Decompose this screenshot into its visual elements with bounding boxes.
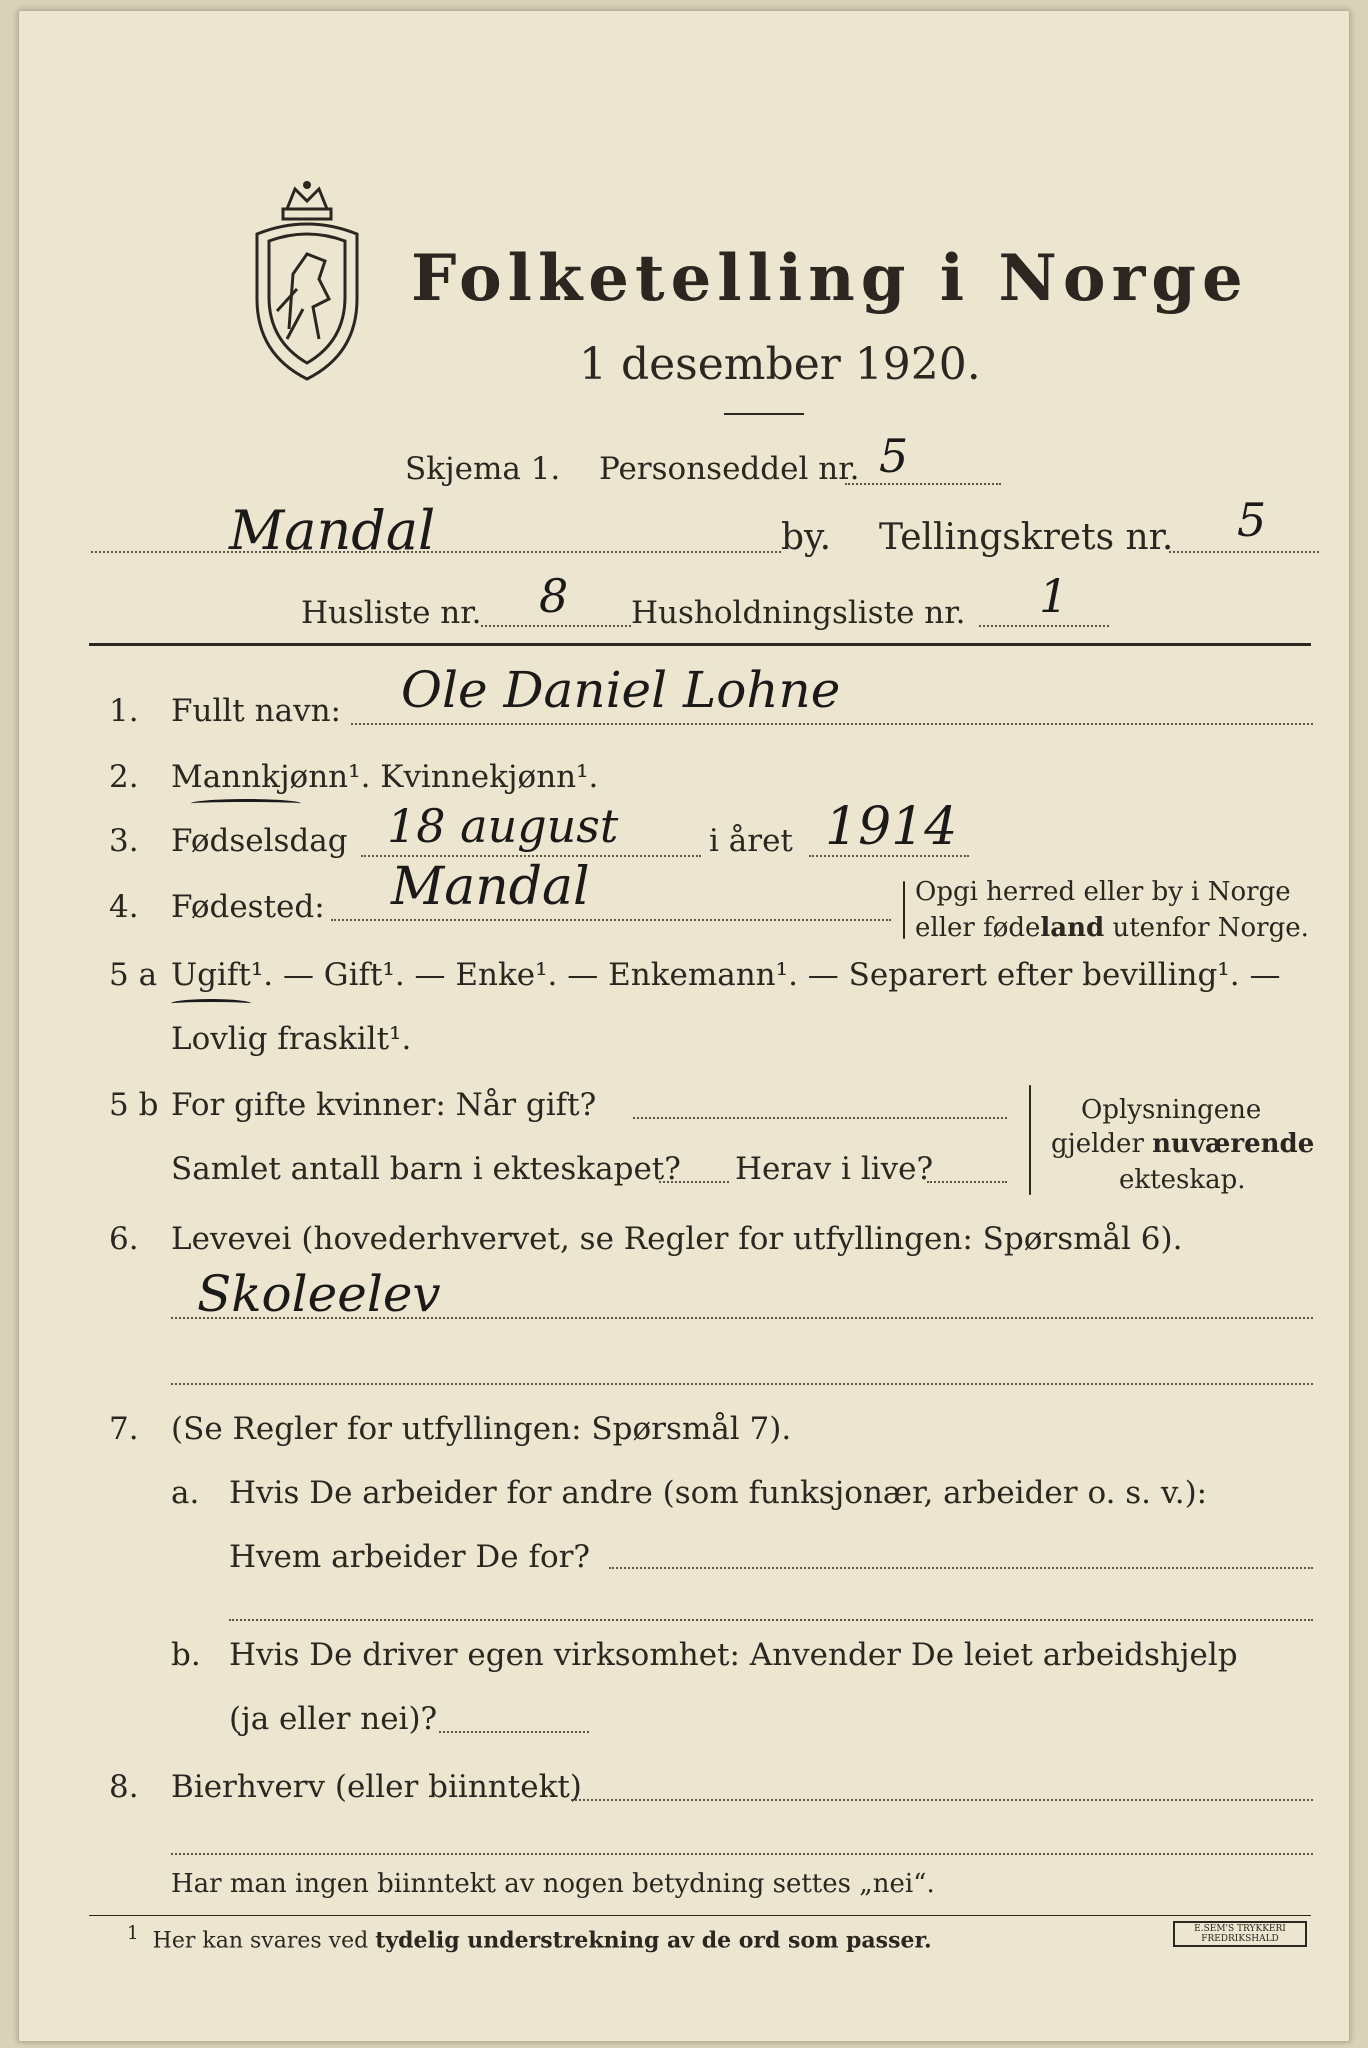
q5a-line1: Ugift¹. — Gift¹. — Enke¹. — Enkemann¹. — Separert efter bevilling¹. — (171, 957, 1281, 993)
q6-line2 (171, 1383, 1313, 1385)
q7a-line1: Hvis De arbeider for andre (som funksjonær, arbeider o. s. v.): (229, 1475, 1208, 1511)
q4-note-line2: eller fødeland utenfor Norge. (915, 913, 1309, 943)
q3-year-label: i året (709, 823, 793, 859)
q6-label: Levevei (hovederhvervet, se Regler for utfyllingen: Spørsmål 6). (171, 1221, 1183, 1257)
census-form (18, 10, 1350, 2042)
q5a-number: 5 a (109, 957, 158, 993)
q6-number: 6. (109, 1221, 139, 1257)
q5b-note-line3: ekteskap. (1119, 1165, 1246, 1195)
husholdning-value: 1 (1039, 569, 1069, 623)
q7-number: 7. (109, 1411, 139, 1447)
q7b-line (439, 1731, 589, 1733)
by-label: by. (781, 517, 832, 558)
footnote: $^1$ Her kan svares ved tydelig understrekning av de ord som passer. (127, 1923, 932, 1954)
q7a-letter: a. (171, 1475, 200, 1511)
q6-value: Skoleelev (197, 1265, 441, 1323)
q5b-when-line (633, 1117, 1007, 1119)
q5b-alive-line (927, 1181, 1007, 1183)
q5b-note-line1: Oplysningene (1081, 1095, 1262, 1125)
stamp-line2: FREDRIKSHALD (1201, 1934, 1279, 1944)
q5a-line2: Lovlig fraskilt¹. (171, 1021, 412, 1057)
footer-divider (89, 1915, 1311, 1916)
q5b-alive-label: Herav i live? (735, 1151, 934, 1187)
husliste-line (481, 625, 631, 627)
tellingskrets-value: 5 (1237, 493, 1267, 547)
printer-stamp (1173, 1921, 1307, 1947)
q7a-line2-blank (229, 1619, 1313, 1621)
q4-number: 4. (109, 889, 139, 925)
town-line (91, 551, 781, 553)
q7b-line1: Hvis De driver egen virksomhet: Anvender De leiet arbeidshjelp (229, 1637, 1238, 1673)
husliste-value: 8 (539, 569, 569, 623)
q5a-ugift-underline (171, 999, 251, 1008)
q1-value: Ole Daniel Lohne (401, 661, 841, 719)
town-value: Mandal (229, 499, 436, 562)
coat-of-arms-icon (247, 179, 367, 384)
title-divider (724, 413, 804, 415)
q3-year-value: 1914 (825, 797, 958, 857)
q5b-number: 5 b (109, 1087, 159, 1123)
husliste-label: Husliste nr. (301, 595, 482, 631)
schema-label: Skjema 1. (405, 451, 561, 487)
q8-number: 8. (109, 1769, 139, 1805)
header-divider (89, 643, 1311, 646)
q6-line1 (171, 1317, 1313, 1319)
q4-line (331, 919, 891, 921)
q5b-line1: For gifte kvinner: Når gift? (171, 1087, 597, 1123)
personseddel-line (845, 483, 1001, 485)
personseddel-value: 5 (879, 429, 909, 483)
q2-mann-underline (191, 799, 301, 808)
q8-line2 (171, 1853, 1313, 1855)
census-date: 1 desember 1920. (579, 339, 981, 390)
tellingskrets-label: Tellingskrets nr. (879, 517, 1174, 558)
q2-number: 2. (109, 759, 139, 795)
q2-label: Mannkjønn¹. Kvinnekjønn¹. (171, 759, 599, 795)
q7a-line (609, 1567, 1313, 1569)
husholdning-label: Husholdningsliste nr. (631, 595, 966, 631)
q8-line (571, 1799, 1313, 1801)
q3-number: 3. (109, 823, 139, 859)
q3-value: 18 august (387, 799, 619, 853)
personseddel-label: Personseddel nr. (599, 451, 860, 487)
footer-note: Har man ingen biinntekt av nogen betydning settes „nei“. (171, 1869, 935, 1899)
q7a-line2: Hvem arbeider De for? (229, 1539, 591, 1575)
q5b-children-label: Samlet antall barn i ekteskapet? (171, 1151, 681, 1187)
tellingskrets-line (1169, 551, 1319, 553)
stamp-line1: E.SEM'S TRYKKERI (1194, 1924, 1286, 1934)
q5b-note-line2: gjelder nuværende (1051, 1129, 1315, 1159)
q4-brace (903, 881, 905, 939)
q8-label: Bierhverv (eller biinntekt) (171, 1769, 582, 1805)
q4-value: Mandal (391, 857, 590, 917)
q4-label: Fødested: (171, 889, 325, 925)
q5b-children-line (659, 1181, 729, 1183)
q4-note-line1: Opgi herred eller by i Norge (915, 877, 1291, 907)
q3-label: Fødselsdag (171, 823, 348, 859)
q7b-letter: b. (171, 1637, 201, 1673)
husholdning-line (979, 625, 1109, 627)
q1-label: Fullt navn: (171, 693, 341, 729)
q7b-line2: (ja eller nei)? (229, 1701, 438, 1737)
q1-number: 1. (109, 693, 139, 729)
q1-line (351, 723, 1313, 725)
q7-label: (Se Regler for utfyllingen: Spørsmål 7). (171, 1411, 792, 1447)
page-title: Folketelling i Norge (411, 241, 1249, 316)
q5b-brace (1029, 1085, 1031, 1195)
